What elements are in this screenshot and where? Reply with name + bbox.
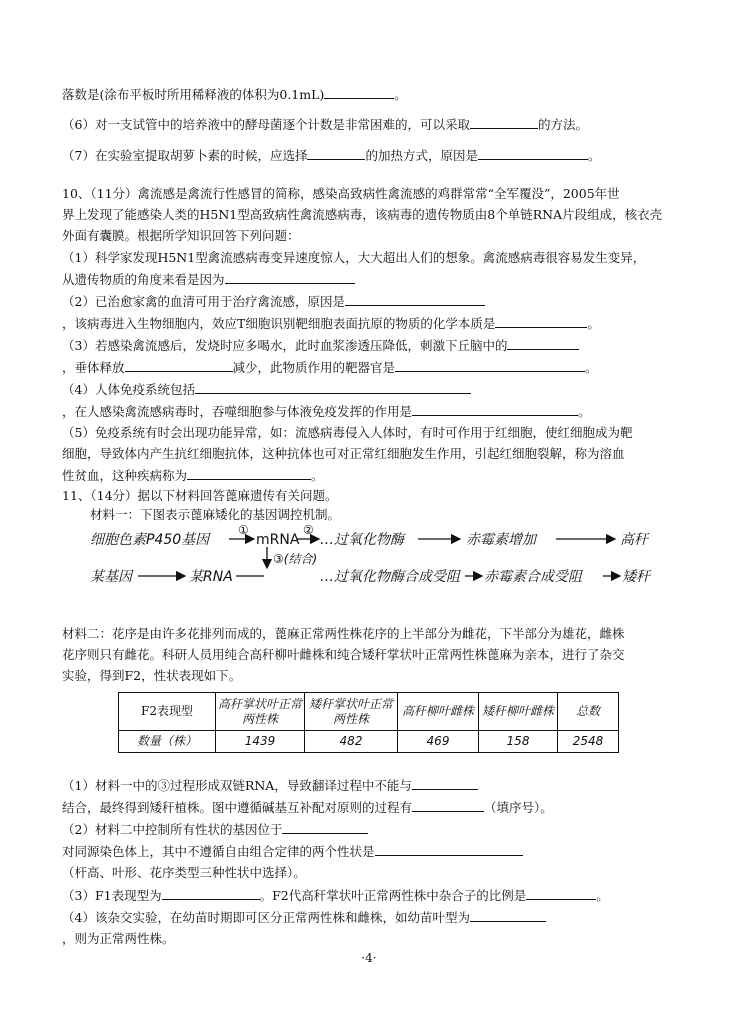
blank: [225, 271, 355, 284]
header-total: 总数: [558, 693, 619, 731]
text: （2）材料二中控制所有性状的基因位于: [62, 822, 283, 837]
text: （2）已治愈家禽的血清可用于治疗禽流感，原因是: [62, 294, 345, 309]
q11-1b: [62, 799, 553, 816]
blank: [412, 799, 484, 812]
q11-title: 11、（14分）据以下材料回答蓖麻遗传有关问题。: [62, 488, 338, 503]
q10-2b: [62, 315, 600, 332]
blank: [495, 315, 587, 328]
blank: [125, 359, 233, 372]
gibberellin-blocked: 赤霉素合成受阻: [484, 569, 582, 585]
peroxidase: …过氧化物酶: [320, 532, 404, 548]
material-2-line-3: 实验，得到F2，性状表现如下。: [62, 668, 242, 683]
material-1-title: 材料一：下图表示蓖麻矮化的基因调控机制。: [90, 507, 341, 522]
blank: [526, 887, 596, 900]
header-col-2: 矮秆掌状叶正常两性株: [305, 693, 398, 731]
blank: [412, 777, 478, 790]
peroxidase-blocked: …过氧化物酶合成受阻: [320, 569, 460, 585]
q11-2b: [62, 843, 523, 860]
p450-gene: 细胞色素P450基因: [90, 532, 210, 548]
blank: [324, 86, 394, 99]
q10-intro-3: 外面有囊膜。根据所学知识回答下列问题：: [62, 228, 300, 243]
q11-2c: （杆高、叶形、花序类型三种性状中选择）。: [62, 865, 306, 880]
q11-4b: ，则为正常两性株。: [62, 931, 175, 946]
text: 从遗传物质的角度来看是因为: [62, 272, 225, 287]
header-col-4: 矮秆柳叶雌株: [479, 693, 558, 731]
text: （3）F1表现型为: [62, 888, 162, 903]
q9-7: [62, 147, 601, 164]
material-2-line-1: 材料二：花序是由许多花排列而成的，蓖麻正常两性株花序的上半部分为雌花，下半部分为雄花，雌株: [62, 626, 625, 641]
q9-6: [62, 116, 588, 133]
blank: [478, 147, 588, 160]
step-3-label: ③(结合): [273, 552, 318, 566]
q10-3a: [62, 337, 579, 354]
blank: [470, 116, 538, 129]
blank: [470, 909, 546, 922]
text: 的方法。: [537, 117, 588, 132]
blank: [395, 359, 585, 372]
text: （填序号）。: [484, 800, 553, 815]
cell-value: 2548: [558, 731, 619, 753]
text: ，垂体释放: [62, 360, 125, 375]
text: （1）材料一中的③过程形成双链RNA，导致翻译过程中不能与: [62, 778, 412, 793]
cell-value: 482: [305, 731, 398, 753]
cell-value: 158: [479, 731, 558, 753]
tall-stalk: 高秆: [620, 532, 648, 548]
q10-5b: 细胞，导致体内产生抗红细胞抗体，这种抗体也可对正常红细胞发生作用，引起红细胞裂解，称为溶血: [62, 446, 625, 461]
gene-regulation-diagram: [90, 523, 660, 593]
text: 。F2代高秆掌状叶正常两性株中杂合子的比例是: [259, 888, 527, 903]
text: 。: [585, 360, 598, 375]
blank: [307, 147, 365, 160]
header-col-3: 高秆柳叶雌株: [398, 693, 479, 731]
q10-3b: [62, 359, 598, 376]
table-row: [119, 731, 619, 753]
text: 。: [587, 148, 601, 163]
blank: [375, 843, 523, 856]
blank: [412, 403, 578, 416]
q11-2a: [62, 821, 368, 838]
q10-5a: （5）免疫系统有时会出现功能异常，如：流感病毒侵入人体时，有时可作用于红细胞，使红细胞成为靶: [62, 425, 633, 440]
text: 性贫血，这种疾病称为: [62, 468, 188, 483]
step-1-label: ①: [238, 523, 249, 537]
q11-1a: [62, 777, 478, 794]
text: 。: [311, 468, 324, 483]
some-rna: 某RNA: [189, 569, 233, 585]
dwarf-stalk: 矮秆: [622, 569, 650, 585]
q10-5c: [62, 467, 324, 484]
header-phenotype: F2表现型: [119, 693, 216, 731]
text: （3）若感染禽流感后，发烧时应多喝水，此时血浆渗透压降低，刺激下丘脑中的: [62, 338, 508, 353]
step-2-label: ②: [303, 523, 314, 537]
q10-4b: [62, 403, 591, 420]
blank: [282, 821, 368, 834]
q10-2a: [62, 293, 485, 310]
cell-value: 469: [398, 731, 479, 753]
text: 的加热方式，原因是: [365, 148, 478, 163]
q10-intro-1: 10、（11分）禽流感是禽流行性感冒的简称，感染高致病性禽流感的鸡群常常“全军覆没”，2005年世: [62, 186, 620, 201]
page-number: ·4·: [361, 951, 377, 965]
text: 减少，此物质作用的靶器官是: [232, 360, 396, 375]
text: 。: [596, 888, 609, 903]
row-label: 数量（株）: [119, 731, 216, 753]
text: （4）该杂交实验，在幼苗时期即可区分正常两性株和雌株，如幼苗叶型为: [62, 910, 470, 925]
cell-value: 1439: [216, 731, 305, 753]
blank: [187, 467, 311, 480]
text: 落数是(涂布平板时所用稀释液的体积为0.1mL): [62, 87, 325, 102]
q11-4a: [62, 909, 546, 926]
blank: [162, 887, 260, 900]
text: 结合，最终得到矮秆植株。图中遵循碱基互补配对原则的过程有: [62, 800, 413, 815]
some-gene: 某基因: [90, 569, 132, 585]
header-col-1: 高秆掌状叶正常两性株: [216, 693, 305, 731]
text: 。: [578, 404, 591, 419]
text: （6）对一支试管中的培养液中的酵母菌逐个计数是非常困难的，可以采取: [62, 117, 470, 132]
q10-intro-2: 界上发现了能感染人类的H5N1型高致病性禽流感病毒，该病毒的遗传物质由8个单链RNA片段组成，核衣壳: [62, 207, 663, 222]
line-colony-count: [62, 86, 407, 103]
text: ，在人感染禽流感病毒时，吞噬细胞参与体液免疫发挥的作用是: [62, 404, 413, 419]
q10-4a: [62, 381, 471, 398]
text: 。: [587, 316, 600, 331]
q10-1b: [62, 271, 355, 288]
text: （4）人体免疫系统包括: [62, 382, 195, 397]
blank: [195, 381, 471, 394]
q11-3: [62, 887, 609, 904]
q10-1a: （1）科学家发现H5N1型禽流感病毒变异速度惊人，大大超出人们的想象。禽流感病毒很容易发生变异，: [62, 250, 646, 265]
mrna: mRNA: [256, 532, 300, 548]
text: ，该病毒进入生物细胞内，效应T细胞识别靶细胞表面抗原的物质的化学本质是: [62, 316, 496, 331]
text: 。: [394, 87, 407, 102]
f2-phenotype-table: [118, 692, 619, 753]
blank: [345, 293, 485, 306]
gibberellin-increase: 赤霉素增加: [466, 532, 536, 548]
table-header-row: [119, 693, 619, 731]
text: （7）在实验室提取胡萝卜素的时候，应选择: [62, 148, 308, 163]
blank: [507, 337, 579, 350]
material-2-line-2: 花序则只有雌花。科研人员用纯合高秆柳叶雌株和纯合矮秆掌状叶正常两性株蓖麻为亲本，进行了杂交: [62, 647, 625, 662]
text: 对同源染色体上，其中不遵循自由组合定律的两个性状是: [62, 844, 375, 859]
